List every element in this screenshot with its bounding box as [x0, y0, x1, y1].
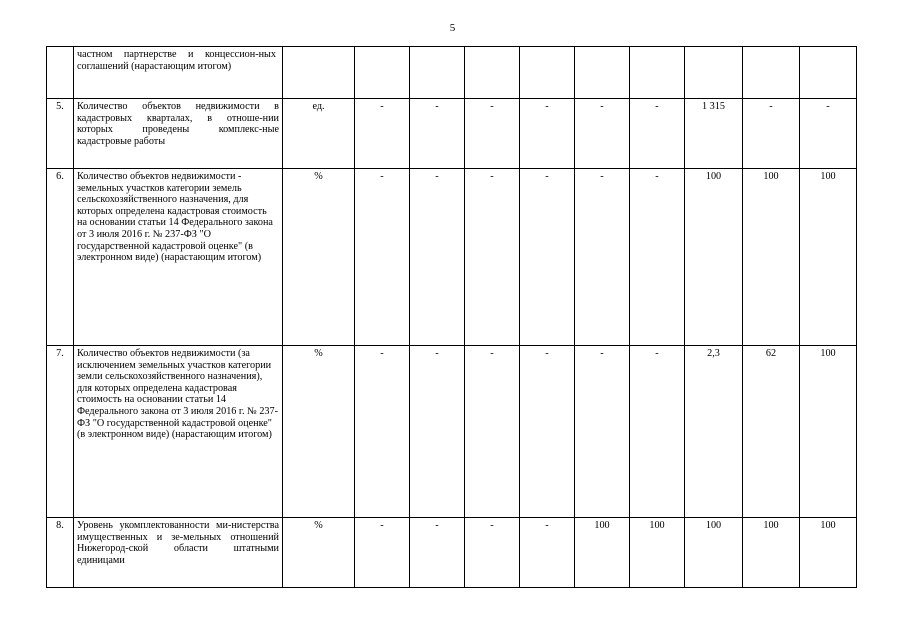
value-cell: - [800, 99, 857, 169]
value-cell: - [410, 169, 465, 346]
value-cell [630, 47, 685, 99]
value-cell [743, 47, 800, 99]
value-cell: - [355, 99, 410, 169]
value-cell: - [410, 99, 465, 169]
value-cell: - [575, 99, 630, 169]
value-cell: - [520, 518, 575, 588]
value-cell: 100 [743, 169, 800, 346]
indicator-name-text: частном партнерстве и концессион-ных соглашений (нарастающим итогом) [77, 49, 276, 72]
table-row [47, 346, 857, 518]
value-cell: - [355, 346, 410, 518]
value-cell: 100 [800, 169, 857, 346]
value-cell [410, 47, 465, 99]
value-cell: 1 315 [685, 99, 743, 169]
value-cell [465, 47, 520, 99]
value-cell: - [465, 99, 520, 169]
value-cell: - [630, 346, 685, 518]
indicator-name: Количество объектов недвижимости - земельных участков категории земель сельскохозяйственного назначения, для которых определена кадастровая стоимость на основании статьи 14 Федерального закона от 3 июля 2016 г. № 237-ФЗ "О государственной кадастровой оценке" (в электронном виде) (нарастающим итогом) [74, 169, 283, 346]
value-cell: - [465, 518, 520, 588]
row-number: 7. [47, 346, 74, 518]
row-number: 5. [47, 99, 74, 169]
value-cell: - [410, 518, 465, 588]
value-cell: 100 [800, 518, 857, 588]
value-cell [355, 47, 410, 99]
value-cell: - [520, 346, 575, 518]
value-cell: 2,3 [685, 346, 743, 518]
value-cell [800, 47, 857, 99]
value-cell: - [520, 99, 575, 169]
row-number: 6. [47, 169, 74, 346]
value-cell: - [465, 169, 520, 346]
value-cell: - [410, 346, 465, 518]
value-cell: 100 [800, 346, 857, 518]
value-cell: 100 [743, 518, 800, 588]
indicators-table [46, 46, 857, 588]
indicator-name: Уровень укомплектованности ми-нистерства имущественных и зе-мельных отношений Нижегород-ской области штатными единицами [74, 518, 283, 588]
indicator-name: Количество объектов недвижимости (за исключением земельных участков категории земли сельскохозяйственного назначения), для которых определена кадастровая стоимость на основании статьи 14 Федерального закона от 3 июля 2016 г. № 237-ФЗ "О государственной кадастровой оценке" (в электронном виде) (нарастающим итогом) [74, 346, 283, 518]
value-cell: 100 [630, 518, 685, 588]
table-row [47, 518, 857, 588]
value-cell: - [355, 518, 410, 588]
table-row [47, 47, 857, 99]
value-cell: - [630, 169, 685, 346]
value-cell: - [630, 99, 685, 169]
page-number: 5 [449, 22, 456, 34]
unit-cell: ед. [283, 99, 355, 169]
value-cell [520, 47, 575, 99]
value-cell: 100 [685, 518, 743, 588]
unit-cell: % [283, 169, 355, 346]
value-cell: - [355, 169, 410, 346]
indicator-name: Количество объектов недвижимости в кадастровых кварталах, в отноше-нии которых проведены комплекс-ные кадастровые работы [74, 99, 283, 169]
table-row [47, 99, 857, 169]
value-cell: 62 [743, 346, 800, 518]
unit-cell: % [283, 518, 355, 588]
value-cell [575, 47, 630, 99]
value-cell: - [520, 169, 575, 346]
value-cell: - [743, 99, 800, 169]
unit-cell [283, 47, 355, 99]
row-number [47, 47, 74, 99]
value-cell: - [465, 346, 520, 518]
value-cell: 100 [685, 169, 743, 346]
value-cell [685, 47, 743, 99]
value-cell: 100 [575, 518, 630, 588]
value-cell: - [575, 346, 630, 518]
unit-cell: % [283, 346, 355, 518]
indicator-name [74, 47, 283, 99]
row-number: 8. [47, 518, 74, 588]
value-cell: - [575, 169, 630, 346]
table-row [47, 169, 857, 346]
